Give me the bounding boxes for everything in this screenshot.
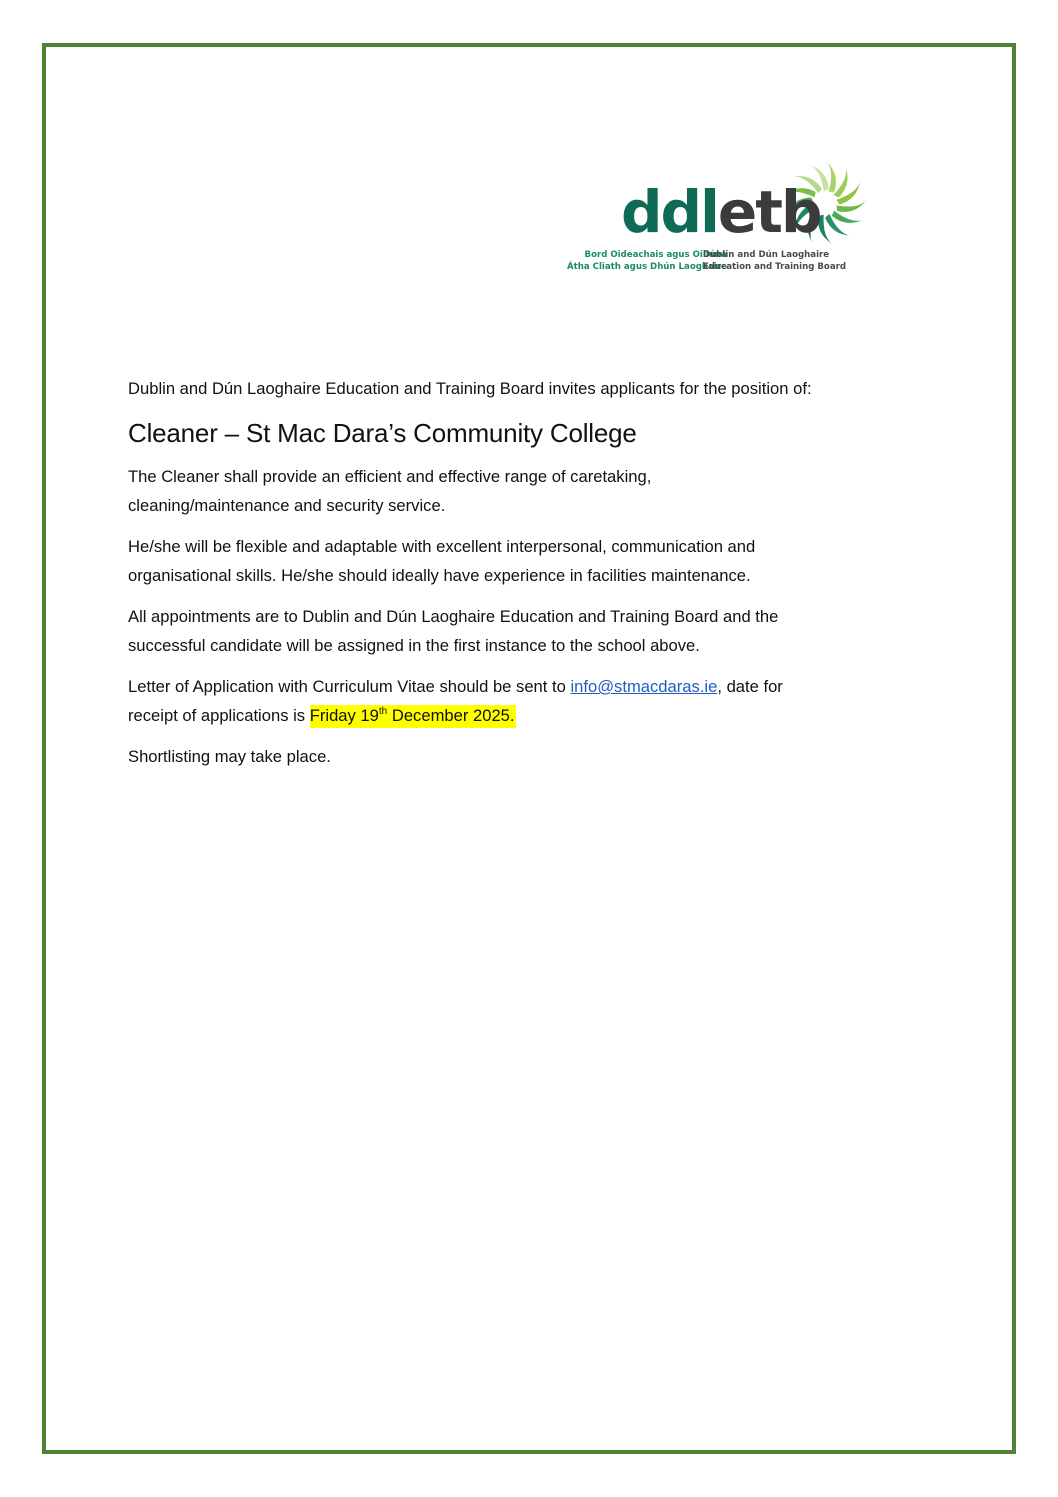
logo-wordmark-etb: etb	[717, 178, 821, 246]
logo-subtitle-irish-line2: Átha Cliath agus Dhún Laoghaire	[567, 261, 727, 272]
deadline-ordinal: th	[378, 705, 388, 717]
logo-wordmark	[621, 178, 821, 246]
deadline-date-highlight	[310, 705, 516, 728]
paragraph-line: successful candidate will be assigned in the first instance to the school above.	[128, 635, 700, 655]
email-link[interactable]: info@stmacdaras.ie	[570, 677, 718, 696]
deadline-rest: December 2025.	[387, 705, 515, 725]
paragraph-appointments	[128, 603, 948, 660]
paragraph-application	[128, 673, 948, 730]
intro-text: Dublin and Dún Laoghaire Education and Training Board invites applicants for the position of:	[128, 379, 812, 398]
application-text-after-link: , date for	[717, 677, 783, 696]
document-body	[128, 375, 948, 772]
paragraph-line: organisational skills. He/she should ideally have experience in facilities maintenance.	[128, 565, 751, 585]
paragraph-role-description	[128, 463, 948, 520]
logo-wordmark-ddl: ddl	[621, 178, 718, 246]
position-title: Cleaner – St Mac Dara’s Community College	[128, 418, 637, 448]
application-text: Letter of Application with Curriculum Vitae should be sent to	[128, 677, 571, 696]
logo-subtitle-english-line1: Dublin and Dún Laoghaire	[703, 250, 830, 260]
logo-subtitle-english-line2: Education and Training Board	[703, 261, 847, 272]
paragraph-line: cleaning/maintenance and security service.	[128, 495, 446, 515]
paragraph-line: All appointments are to Dublin and Dún Laoghaire Education and Training Board and the	[128, 607, 779, 626]
application-line2-prefix: receipt of applications is	[128, 705, 310, 725]
deadline-day: Friday 19	[309, 705, 379, 725]
logo-subtitle-irish-line1: Bord Oideachais agus Oiliúna	[584, 250, 727, 260]
paragraph-skills	[128, 533, 948, 590]
closing-text: Shortlisting may take place.	[128, 747, 331, 766]
paragraph-line: He/she will be flexible and adaptable with excellent interpersonal, communication and	[128, 537, 756, 556]
paragraph-line: The Cleaner shall provide an efficient and effective range of caretaking,	[128, 467, 652, 486]
logo-subtitle-english	[703, 250, 846, 273]
